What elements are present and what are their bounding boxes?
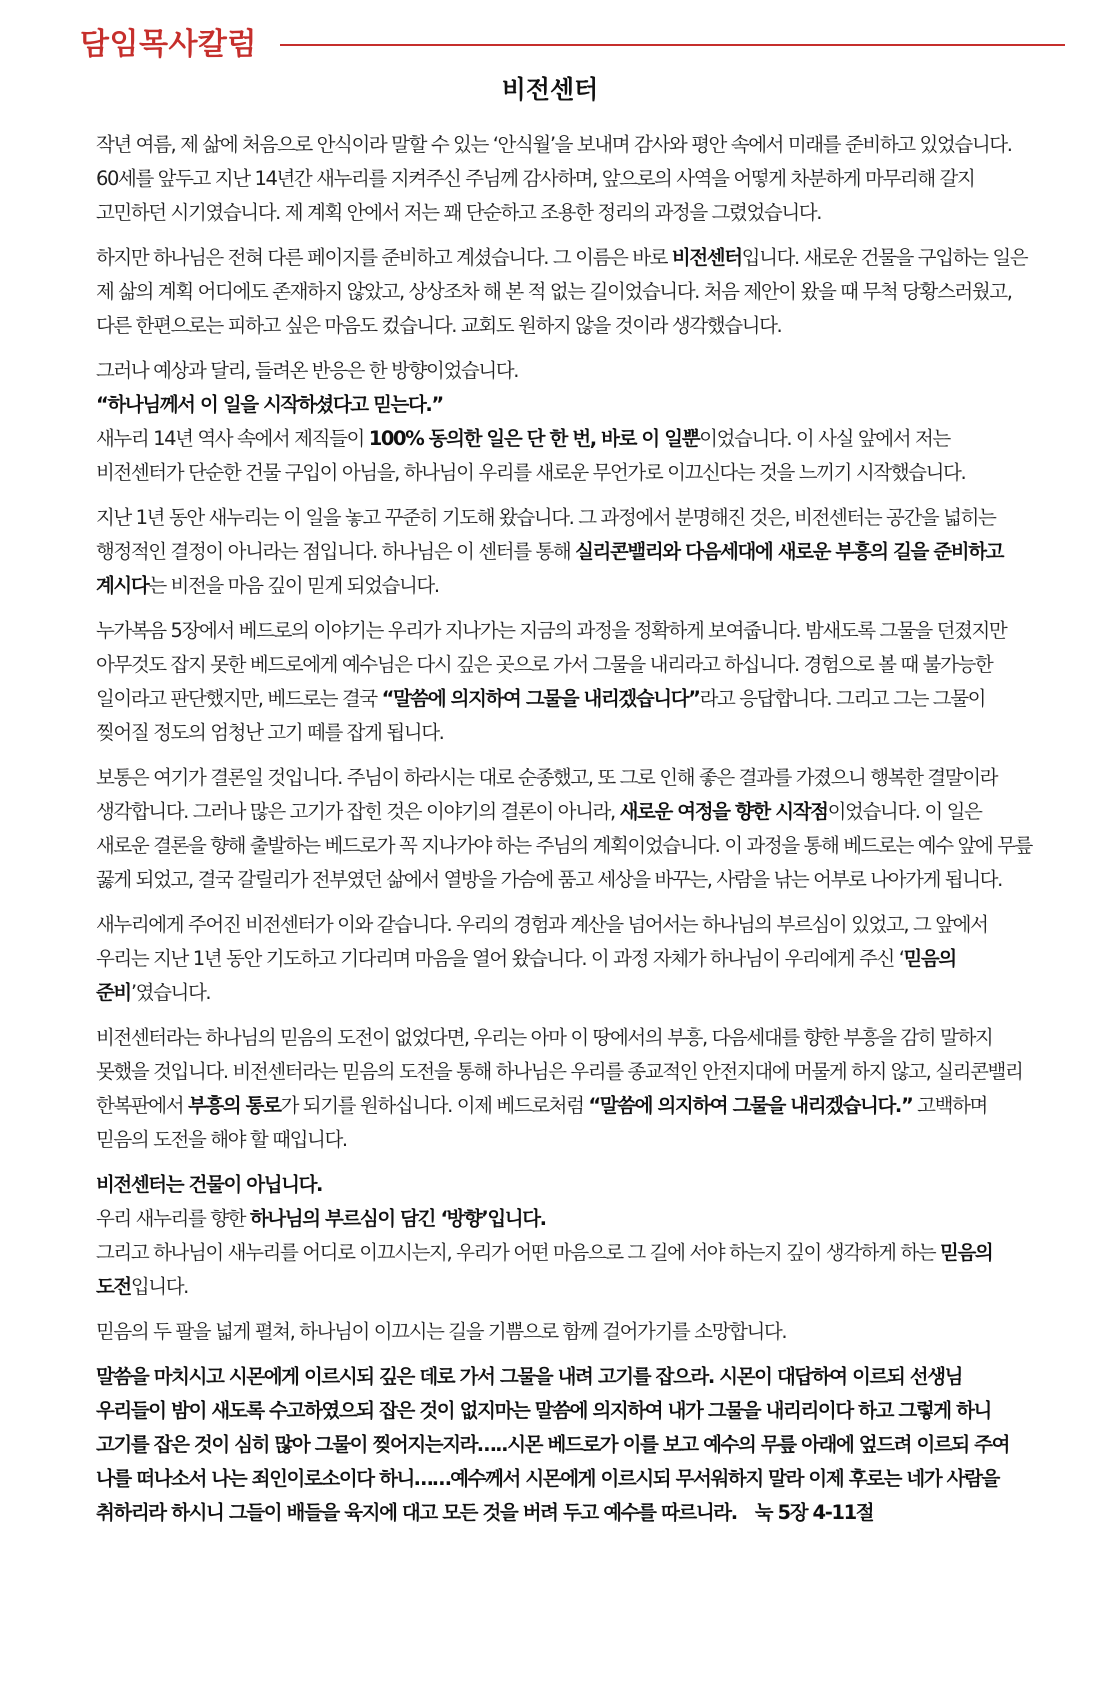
scripture-quote — [96, 1360, 1036, 1530]
emphasis-text: 실리콘밸리와 다음세대에 새로운 부흥의 길을 준비하고 계시다 — [96, 540, 1004, 597]
paragraph-10: 믿음의 두 팔을 넓게 펼쳐, 하나님이 이끄시는 길을 기쁨으로 함께 걸어가기를 소망합니다. — [96, 1320, 787, 1343]
paragraph-6 — [96, 761, 1036, 897]
emphasis-text: 비전센터 — [671, 246, 742, 269]
emphasis-quote: “하나님께서 이 일을 시작하셨다고 믿는다.” — [96, 393, 443, 416]
text-run: 비전센터라는 하나님의 믿음의 도전이 없었다면, 우리는 아마 이 땅에서의 부흥, 다음세대를 향한 부흥을 감히 말하지 못했을 것입니다. 비전센터라는 믿음의 도전을 통해 하나님은 우리를 종교적인 안전지대에 머물게 하지 않고, 실리콘밸리 한복판에서 — [96, 1026, 1023, 1117]
text-run: 보통은 여기가 결론일 것입니다. 주님이 하라시는 대로 순종했고, 또 그로 인해 좋은 결과를 가졌으니 행복한 결말이라 생각합니다. 그러나 많은 고기가 잡힌 것은 이야기의 결론이 아니라, — [96, 766, 998, 823]
emphasis-text: 부흥의 통로 — [187, 1094, 281, 1117]
emphasis-text: 믿음의 준비 — [96, 947, 956, 1004]
paragraph-4 — [96, 501, 1036, 603]
paragraph-2 — [96, 241, 1036, 343]
emphasis-quote: “말씀에 의지하여 그물을 내리겠습니다.” — [588, 1094, 913, 1117]
text-line: 그러나 예상과 달리, 들려온 반응은 한 방향이었습니다. — [96, 359, 519, 382]
emphasis-text: 100% 동의한 일은 단 한 번, 바로 이 일뿐 — [368, 427, 700, 450]
scripture-text: 말씀을 마치시고 시몬에게 이르시되 깊은 데로 가서 그물을 내려 고기를 잡으라. 시몬이 대답하여 이르되 선생님 우리들이 밤이 새도록 수고하였으되 잡은 것이 없지마는 말씀에 의지하여 내가 그물을 내리리이다 하고 그렇게 하니 고기를 잡은 것이 심히 많아 그물이 찢어지는지라…..시몬 베드로가 이를 보고 예수의 무릎 아래에 엎드려 이르되 주여 나를 떠나소서 나는 죄인이로소이다 하니……예수께서 시몬에게 이르시되 무서워하지 말라 이제 후로는 네가 사람을 취하리라 하시니 그들이 배들을 육지에 대고 모든 것을 버려 두고 예수를 따르니라. — [96, 1365, 1010, 1524]
text-line — [96, 1202, 1036, 1236]
text-run: 가 되기를 원하십니다. 이제 베드로처럼 — [280, 1094, 589, 1117]
paragraph-3 — [96, 354, 1036, 490]
text-run: 누가복음 5장에서 베드로의 이야기는 우리가 지나가는 지금의 과정을 정확하게 보여줍니다. 밤새도록 그물을 던졌지만 아무것도 잡지 못한 베드로에게 예수님은 다시 깊은 곳으로 가서 그물을 내리라고 하십니다. 경험으로 볼 때 불가능한 일이라고 판단했지만, 베드로는 결국 — [96, 619, 1007, 710]
emphasis-text: 새로운 여정을 향한 시작점 — [619, 800, 828, 823]
text-run: 이었습니다. 이 사실 앞에서 저는 비전센터가 단순한 건물 구입이 아님을, 하나님이 우리를 새로운 무언가로 이끄신다는 것을 느끼기 시작했습니다. — [96, 427, 966, 484]
text-run: ’였습니다. — [130, 981, 211, 1004]
text-run: 이었습니다. 이 일은 새로운 결론을 향해 출발하는 베드로가 꼭 지나가야 하는 주님의 계획이었습니다. 이 과정을 통해 베드로는 예수 앞에 무릎 꿇게 되었고, 결국 갈릴리가 전부였던 삶에서 열방을 가슴에 품고 세상을 바꾸는, 사람을 낚는 어부로 나아가게 됩니다. — [96, 800, 1032, 891]
scripture-reference: 눅 5장 4-11절 — [754, 1501, 874, 1524]
text-run: 지난 1년 동안 새누리는 이 일을 놓고 꾸준히 기도해 왔습니다. 그 과정에서 분명해진 것은, 비전센터는 공간을 넓히는 행정적인 결정이 아니라는 점입니다. 하나님은 이 센터를 통해 — [96, 506, 996, 563]
emphasis-text: 믿음의 도전 — [96, 1241, 993, 1298]
paragraph-7 — [96, 908, 1036, 1010]
paragraph-9 — [96, 1168, 1036, 1304]
text-run: 그리고 하나님이 새누리를 어디로 이끄시는지, 우리가 어떤 마음으로 그 길에 서야 하는지 깊이 생각하게 하는 — [96, 1241, 941, 1264]
paragraph-8 — [96, 1021, 1036, 1157]
text-run: 우리 새누리를 향한 — [96, 1207, 250, 1230]
article-body — [96, 128, 1036, 1541]
paragraph-5 — [96, 614, 1036, 750]
section-title: 담임목사칼럼 — [80, 27, 257, 62]
emphasis-quote: “말씀에 의지하여 그물을 내리겠습니다” — [381, 687, 700, 710]
text-run: 고백하며 믿음의 도전을 해야 할 때입니다. — [96, 1094, 987, 1151]
text-run: 새누리에게 주어진 비전센터가 이와 같습니다. 우리의 경험과 계산을 넘어서는 하나님의 부르심이 있었고, 그 앞에서 우리는 지난 1년 동안 기도하고 기다리며 마음을 열어 왔습니다. 이 과정 자체가 하나님이 우리에게 주신 ‘ — [96, 913, 988, 970]
text-run: 새누리 14년 역사 속에서 제직들이 — [96, 427, 369, 450]
header-divider — [280, 44, 1065, 46]
column-header — [80, 22, 1065, 68]
text-run: 라고 응답합니다. 그리고 그는 그물이 찢어질 정도의 엄청난 고기 떼를 잡게 됩니다. — [96, 687, 986, 744]
paragraph-1: 작년 여름, 제 삶에 처음으로 안식이라 말할 수 있는 ‘안식월’을 보내며 감사와 평안 속에서 미래를 준비하고 있었습니다. 60세를 앞두고 지난 14년간 새누리를 지켜주신 주님께 감사하며, 앞으로의 사역을 어떻게 차분하게 마무리해 갈지 고민하던 시기였습니다. 제 계획 안에서 저는 꽤 단순하고 조용한 정리의 과정을 그렸었습니다. — [96, 133, 1012, 224]
article-title: 비전센터 — [501, 75, 599, 104]
text-run: 입니다. — [130, 1275, 188, 1298]
text-run: 하지만 하나님은 전혀 다른 페이지를 준비하고 계셨습니다. 그 이름은 바로 — [96, 246, 672, 269]
emphasis-text: 하나님의 부르심이 담긴 ‘방향’입니다. — [249, 1207, 546, 1230]
text-run: 입니다. 새로운 건물을 구입하는 일은 제 삶의 계획 어디에도 존재하지 않았고, 상상조차 해 본 적 없는 길이었습니다. 처음 제안이 왔을 때 무척 당황스러웠고, 다른 한편으로는 피하고 싶은 마음도 컸습니다. 교회도 원하지 않을 것이라 생각했습니다. — [96, 246, 1028, 337]
text-run: 는 비전을 마음 깊이 믿게 되었습니다. — [148, 574, 439, 597]
emphasis-line: 비전센터는 건물이 아닙니다. — [96, 1173, 323, 1196]
